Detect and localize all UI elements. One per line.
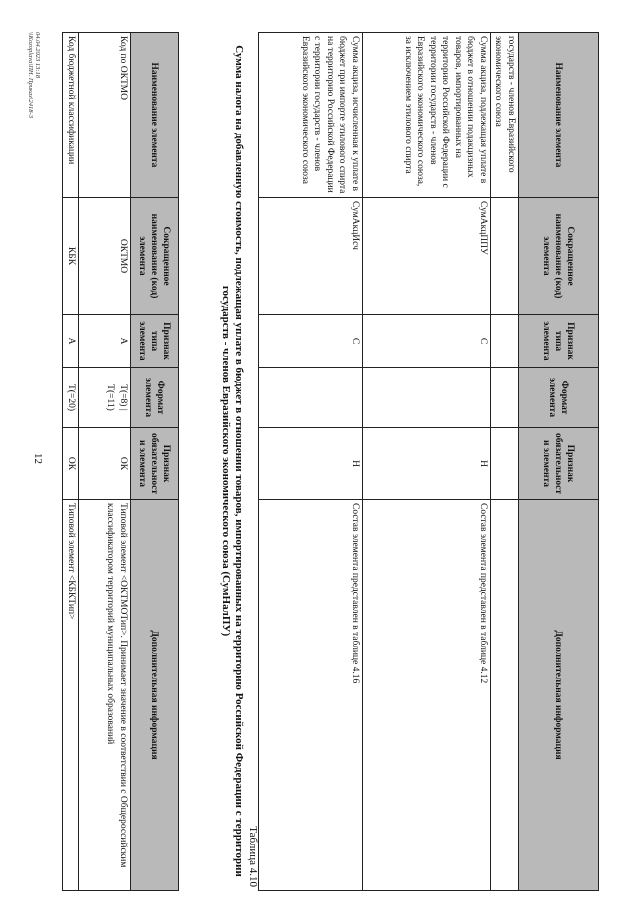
document-footer: [27, 32, 41, 118]
cell-required: [491, 428, 519, 500]
header-code: Сокращенное наименование (код) элемента: [519, 198, 599, 315]
cell-info: [491, 500, 519, 891]
cell-type: С: [363, 315, 491, 368]
cell-name: Сумма акциза, подлежащая уплате в бюджет в отношении подакцизных товаров, импортированных на территорию Российской Федерации с территории государств - членов Евразийского экономического союза, за исключением этилового спирта: [363, 33, 491, 198]
cell-name: Код бюджетной классификации: [63, 33, 79, 198]
table-row: [363, 33, 491, 891]
cell-code: СумАкцППУ: [363, 198, 491, 315]
header-required: Признак обязательности элемента: [131, 428, 179, 500]
cell-type: [491, 315, 519, 368]
cell-format: [491, 368, 519, 428]
header-type: Признак типа элемента: [131, 315, 179, 368]
header-type: Признак типа элемента: [519, 315, 599, 368]
table-4-9-continued: [258, 32, 599, 891]
cell-code: КБК: [63, 198, 79, 315]
page-number: 12: [32, 453, 44, 464]
header-info: Дополнительная информация: [131, 500, 179, 891]
footer-timestamp: 04.04.2023 13:18: [34, 32, 41, 79]
cell-info: Состав элемента представлен в таблице 4.12: [363, 500, 491, 891]
table-row: [63, 33, 79, 891]
cell-code: [491, 198, 519, 315]
table-number: Таблица 4.10: [247, 826, 259, 887]
cell-required: Н: [259, 428, 363, 500]
header-name: Наименование элемента: [131, 33, 179, 198]
footer-filepath: \\Kozoplava\ПН. Приказ\2418-3: [27, 32, 34, 118]
cell-type: А: [63, 315, 79, 368]
table-caption: Сумма налога на добавленную стоимость, подлежащая уплате в бюджет в отношении товаров, импортированных на территорию Российской Федерации с территории государств - членов Евразийского экономического союза (СумНалПУ): [220, 45, 245, 877]
cell-format: [363, 368, 491, 428]
header-name: Наименование элемента: [519, 33, 599, 198]
cell-type: А: [79, 315, 131, 368]
cell-type: С: [259, 315, 363, 368]
cell-format: [259, 368, 363, 428]
header-required: Признак обязательности элемента: [519, 428, 599, 500]
header-format: Формат элемента: [519, 368, 599, 428]
table-4-10: [62, 32, 179, 891]
cell-format: T(=20): [63, 368, 79, 428]
cell-required: ОК: [79, 428, 131, 500]
cell-name: государств - членов Евразийского экономического союза: [491, 33, 519, 198]
cell-code: ОКТМО: [79, 198, 131, 315]
cell-name: Код по ОКТМО: [79, 33, 131, 198]
header-format: Формат элемента: [131, 368, 179, 428]
header-info: Дополнительная информация: [519, 500, 599, 891]
table-row: [79, 33, 131, 891]
header-code: Сокращенное наименование (код) элемента: [131, 198, 179, 315]
cell-info: Типовой элемент <КБКТип>: [63, 500, 79, 891]
cell-info: Состав элемента представлен в таблице 4.16: [259, 500, 363, 891]
cell-name: Сумма акциза, исчисленная к уплате в бюджет при импорте этилового спирта на территорию Российской Федерации с территории государств - членов Евразийского экономического союза: [259, 33, 363, 198]
table-row: [259, 33, 363, 891]
cell-code: СумАкцИсч: [259, 198, 363, 315]
table-header-row: [131, 33, 179, 891]
cell-info: Типовой элемент <ОКТМОТип>. Принимает значение в соответствии с Общероссийским классификатором территорий муниципальных образований: [79, 500, 131, 891]
table-row: [491, 33, 519, 891]
cell-required: Н: [363, 428, 491, 500]
cell-required: ОК: [63, 428, 79, 500]
table-header-row: [519, 33, 599, 891]
cell-format: T(=8) | T(=11): [79, 368, 131, 428]
